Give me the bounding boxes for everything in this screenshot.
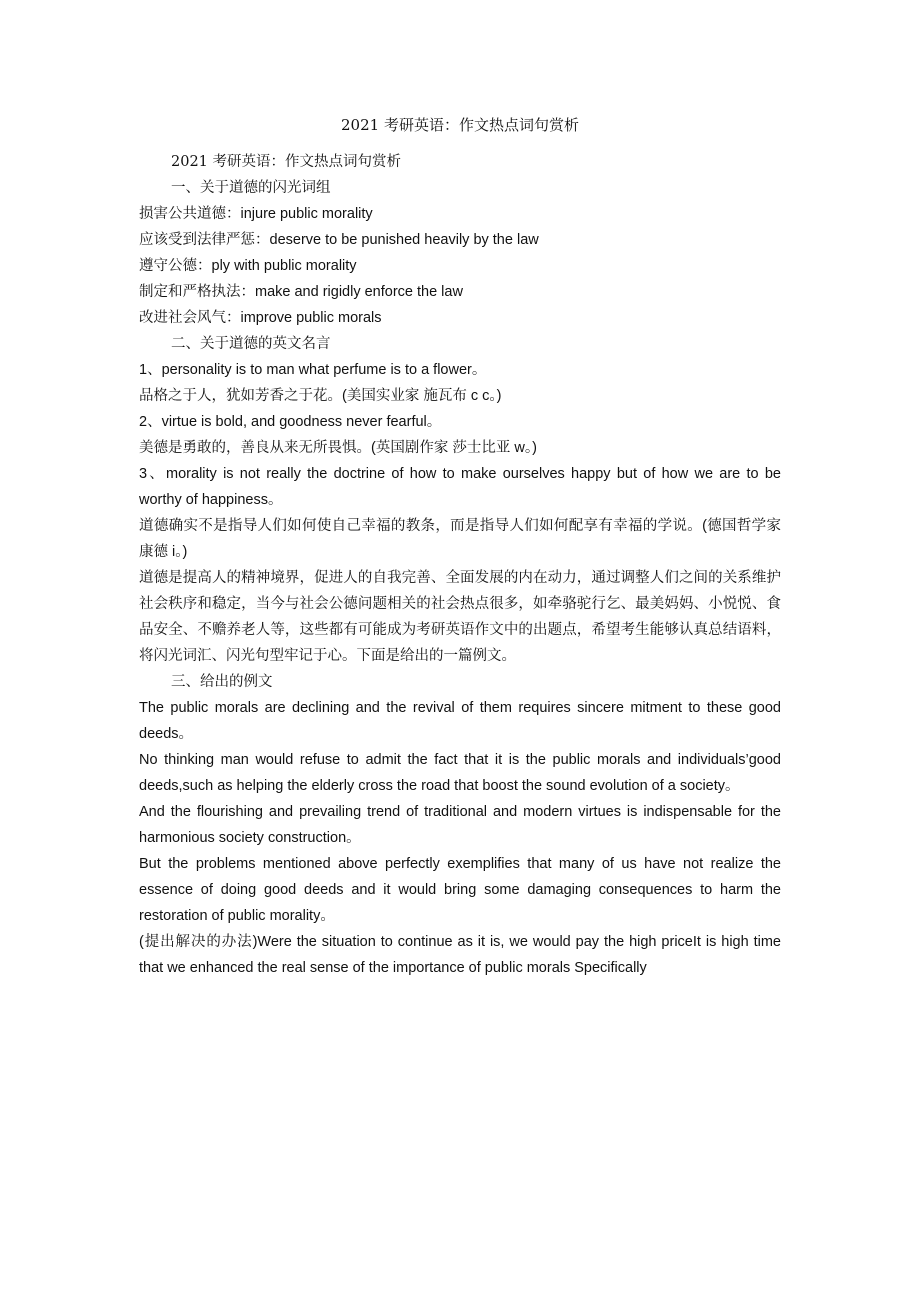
document-body <box>139 149 781 981</box>
phrase-item: 改进社会风气：improve public morals <box>139 310 382 326</box>
section-heading-3: 三、给出的例文 <box>171 674 273 690</box>
essay-paragraph: But the problems mentioned above perfectly exemplifies that many of us have not realize the essence of doing good deeds and it would bring some damaging consequences to harm the restoration of public morality。 <box>139 856 781 924</box>
quote-english: 2、virtue is bold, and goodness never fearful。 <box>139 414 442 430</box>
essay-paragraph: And the flourishing and prevailing trend of traditional and modern virtues is indispensable for the harmonious society construction。 <box>139 804 781 846</box>
essay-paragraph: No thinking man would refuse to admit the fact that it is the public morals and individuals’good deeds,such as helping the elderly cross the road that boost the sound evolution of a society。 <box>139 752 781 794</box>
phrase-item: 制定和严格执法：make and rigidly enforce the law <box>139 284 463 300</box>
phrase-item: 损害公共道德：injure public morality <box>139 206 373 222</box>
quote-english: 1、personality is to man what perfume is to a flower。 <box>139 362 487 378</box>
essay-paragraph: (提出解决的办法)Were the situation to continue as it is, we would pay the high priceIt is high time that we enhanced the real sense of the importance of public morals Specifically <box>139 934 781 976</box>
quote-chinese: 道德确实不是指导人们如何使自己幸福的教条，而是指导人们如何配享有幸福的学说。(德国哲学家 康德 i。) <box>139 518 781 560</box>
phrase-item: 应该受到法律严惩：deserve to be punished heavily by the law <box>139 232 539 248</box>
quote-chinese: 品格之于人，犹如芳香之于花。(美国实业家 施瓦布 c c。) <box>139 388 502 404</box>
section-heading-2: 二、关于道德的英文名言 <box>171 336 331 352</box>
phrase-item: 遵守公德：ply with public morality <box>139 258 357 274</box>
document-title: 2021 考研英语：作文热点词句赏析 <box>341 116 579 134</box>
quote-english: 3、morality is not really the doctrine of how to make ourselves happy but of how we are to be worthy of happiness。 <box>139 466 781 508</box>
intro-paragraph: 道德是提高人的精神境界，促进人的自我完善、全面发展的内在动力，通过调整人们之间的关系维护社会秩序和稳定，当今与社会公德问题相关的社会热点很多，如牵骆驼行乞、最美妈妈、小悦悦、食品安全、不赡养老人等，这些都有可能成为考研英语作文中的出题点，希望考生能够认真总结语料，将闪光词汇、闪光句型牢记于心。下面是给出的一篇例文。 <box>139 570 781 664</box>
quote-chinese: 美德是勇敢的，善良从来无所畏惧。(英国剧作家 莎士比亚 w。) <box>139 440 537 456</box>
subtitle: 2021 考研英语：作文热点词句赏析 <box>171 154 402 170</box>
essay-paragraph: The public morals are declining and the revival of them requires sincere mitment to these good deeds。 <box>139 700 781 742</box>
section-heading-1: 一、关于道德的闪光词组 <box>171 180 331 196</box>
